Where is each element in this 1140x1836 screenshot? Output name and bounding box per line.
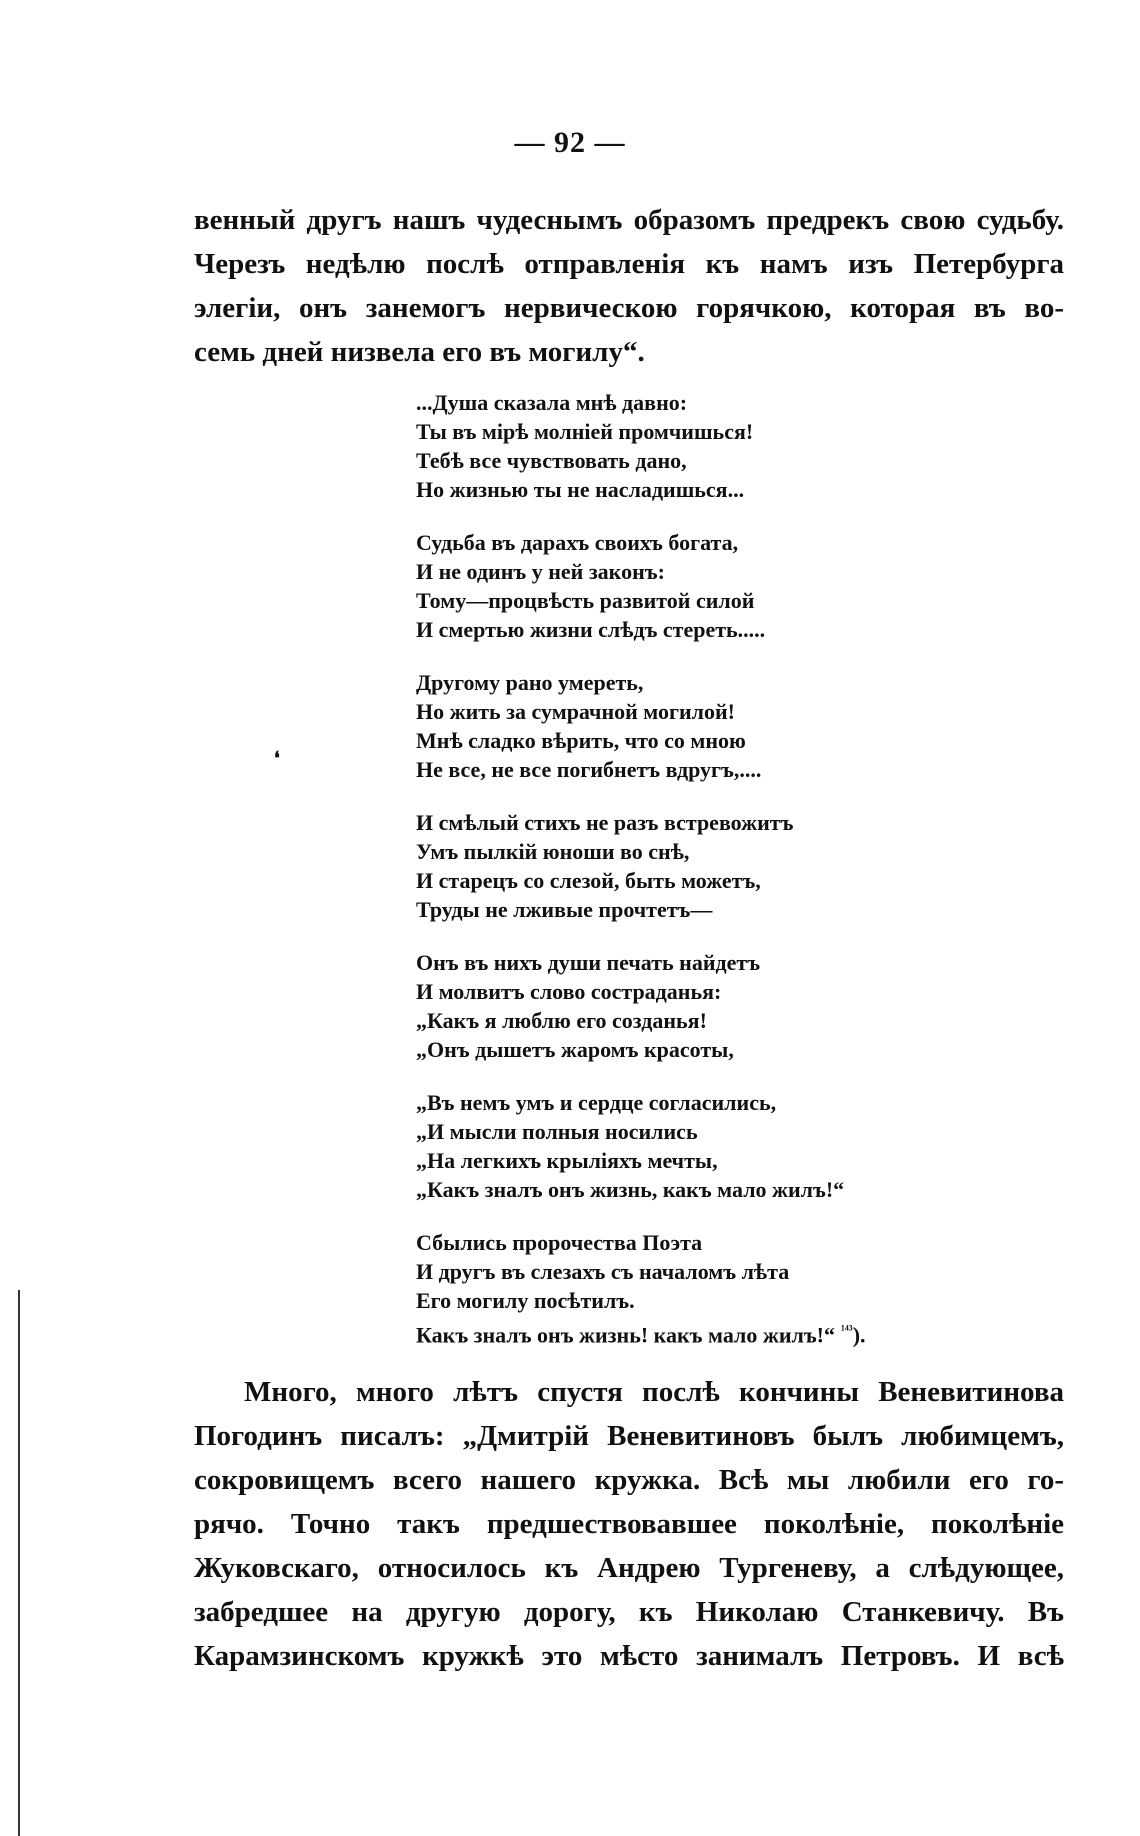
verse-line: „И мысли полныя носились xyxy=(416,1119,698,1144)
verse-line: И другъ въ слезахъ съ началомъ лѣта xyxy=(416,1259,790,1284)
verse-line: Но жить за сумрачной могилой! xyxy=(416,699,736,724)
verse-line: Труды не лживые прочтетъ— xyxy=(416,897,713,922)
verse-line: Но жизнью ты не насладишься... xyxy=(416,477,745,502)
prose-top xyxy=(194,198,1064,374)
verse-line: Тому—процвѣсть развитой силой xyxy=(416,588,755,613)
stanza xyxy=(416,1088,1056,1204)
prose-line: венный другъ нашъ чудеснымъ образомъ предрекъ свою судьбу. xyxy=(194,204,1064,236)
stanza xyxy=(416,528,1056,644)
verse-line: Тебѣ все чувствовать дано, xyxy=(416,448,687,473)
verse-line: Другому рано умереть, xyxy=(416,670,644,695)
poem xyxy=(416,388,1056,1373)
verse-line: „На легкихъ крыліяхъ мечты, xyxy=(416,1148,718,1173)
prose-line: забредшее на другую дорогу, къ Николаю Станкевичу. Въ xyxy=(194,1596,1064,1628)
verse-line-final xyxy=(416,1315,1056,1349)
margin-mark: ❛ xyxy=(274,748,280,768)
verse-line: Мнѣ сладко вѣрить, что со мною xyxy=(416,728,746,753)
verse-line: ...Душа сказала мнѣ давно: xyxy=(416,390,688,415)
verse-line: И не одинъ у ней законъ: xyxy=(416,559,665,584)
stanza xyxy=(416,808,1056,924)
prose-line: Жуковскаго, относилось къ Андрею Тургеневу, а слѣдующее, xyxy=(194,1552,1064,1584)
prose-line: сокровищемъ всего нашего кружка. Всѣ мы любили его го- xyxy=(194,1464,1064,1496)
verse-line: И смѣлый стихъ не разъ встревожитъ xyxy=(416,810,794,835)
page-number: — 92 — xyxy=(514,126,626,159)
verse-line: „Онъ дышетъ жаромъ красоты, xyxy=(416,1037,734,1062)
verse-line: И смертью жизни слѣдъ стереть..... xyxy=(416,617,766,642)
verse-line: Ты въ мірѣ молніей промчишься! xyxy=(416,419,754,444)
footnote-tail: ). xyxy=(852,1322,866,1348)
prose-line: семь дней низвела его въ могилу“. xyxy=(194,336,645,368)
verse-line: „Какъ зналъ онъ жизнь, какъ мало жилъ!“ xyxy=(416,1177,845,1202)
verse-line: Сбылись пророчества Поэта xyxy=(416,1230,703,1255)
prose-line: Много, много лѣтъ спустя послѣ кончины Веневитинова xyxy=(244,1376,1064,1408)
stanza xyxy=(416,1228,1056,1349)
verse-line: Онъ въ нихъ души печать найдетъ xyxy=(416,950,761,975)
verse-line: И старецъ со слезой, быть можетъ, xyxy=(416,868,761,893)
verse-line: „Какъ я люблю его созданья! xyxy=(416,1008,707,1033)
prose-line: рячо. Точно такъ предшествовавшее поколѣніе, поколѣніе xyxy=(194,1508,1064,1540)
scan-edge-line xyxy=(18,1290,20,1836)
verse-line: Не все, не все погибнетъ вдругъ,.... xyxy=(416,757,762,782)
verse-line: Судьба въ дарахъ своихъ богата, xyxy=(416,530,739,555)
prose-line: элегіи, онъ занемогъ нервическою горячкою, которая въ во- xyxy=(194,292,1064,324)
verse-line: Его могилу посѣтилъ. xyxy=(416,1288,635,1313)
prose-line: Карамзинскомъ кружкѣ это мѣсто занималъ Петровъ. И всѣ xyxy=(194,1640,1064,1672)
prose-line: Погодинъ писалъ: „Дмитрій Веневитиновъ былъ любимцемъ, xyxy=(194,1420,1064,1452)
prose-line: Черезъ недѣлю послѣ отправленія къ намъ изъ Петербурга xyxy=(194,248,1064,280)
prose-bottom xyxy=(194,1370,1064,1678)
verse-line: Умъ пылкій юноши во снѣ, xyxy=(416,839,690,864)
stanza xyxy=(416,668,1056,784)
footnote-reference: ¹⁴³ xyxy=(841,1322,853,1337)
verse-line: И молвитъ слово состраданья: xyxy=(416,979,722,1004)
verse-line: „Въ немъ умъ и сердце согласились, xyxy=(416,1090,777,1115)
verse-text: Какъ зналъ онъ жизнь! какъ мало жилъ!“ xyxy=(416,1322,835,1348)
stanza xyxy=(416,388,1056,504)
stanza xyxy=(416,948,1056,1064)
